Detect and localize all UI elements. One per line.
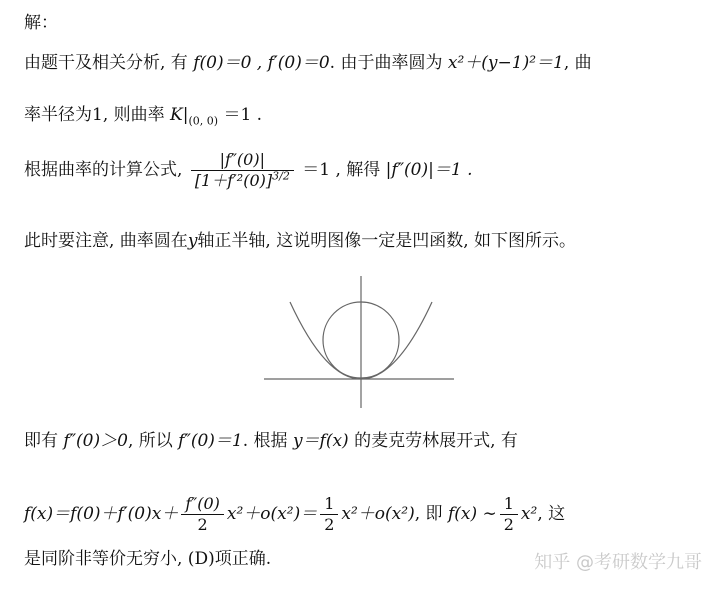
p5-formula-b: f″(0)＞0 [63, 431, 128, 451]
p6-taylor-a: f(x)＝f(0)＋f′(0)x＋ [24, 504, 179, 524]
p5-text-c: , 所以 [127, 431, 173, 451]
p5-formula-f: y＝f(x) [292, 431, 349, 451]
paragraph-3 [24, 150, 472, 191]
paragraph-4 [24, 230, 576, 252]
p6-text-d: , 即 [414, 504, 443, 524]
p6-taylor-b: x²＋o(x²)＝ [226, 504, 318, 524]
p5-formula-d: f″(0)＝1 [178, 431, 243, 451]
curvature-numerator: |f″(0)| [191, 150, 294, 171]
p6-fraction-2-den: 2 [324, 515, 335, 534]
p6-fraction-2-num: 1 [320, 494, 338, 515]
p1-formula-circle: x²＋(y−1)²＝1 [447, 53, 564, 73]
p2-bar: | [182, 105, 189, 125]
p5-text-e: . 根据 [242, 431, 288, 451]
p5-text-g: 的麦克劳林展开式, 有 [354, 431, 518, 451]
paragraph-7 [24, 548, 271, 570]
p2-subscript: (0, 0) [188, 114, 219, 128]
p6-fraction-3 [500, 494, 518, 535]
paragraph-2 [24, 104, 262, 126]
curvature-fraction [191, 150, 294, 191]
p6-x-squared: x² [520, 504, 538, 524]
paragraph-1 [24, 52, 592, 74]
p1-text-c: . 由于曲率圆为 [329, 53, 443, 73]
p6-equiv: f(x) ∼ [447, 504, 497, 524]
p3-text-a: 根据曲率的计算公式, [24, 160, 183, 180]
paragraph-6 [24, 494, 565, 535]
curvature-exponent: 3/2 [272, 169, 290, 183]
p6-fraction-1-den: 2 [197, 515, 208, 534]
p2-curvature-symbol: K [170, 105, 183, 125]
p6-text-h: , 这 [537, 504, 566, 524]
p2-text-a: 率半径为1, 则曲率 [24, 105, 165, 125]
solution-label: 解： [24, 13, 58, 33]
p1-text-a: 由题干及相关分析, 有 [24, 53, 188, 73]
p6-fraction-2 [320, 494, 338, 535]
p1-formula-derivatives: f(0)＝0 , f′(0)＝0 [193, 53, 330, 73]
p6-fraction-3-num: 1 [500, 494, 518, 515]
p2-text-d: ＝1 . [223, 105, 263, 125]
zhihu-watermark: 知乎 @考研数学九哥 [534, 552, 702, 573]
p6-fraction-1 [181, 494, 224, 535]
p4-axis-symbol: y [187, 231, 198, 251]
p6-taylor-c: x²＋o(x²) [341, 504, 415, 524]
p4-text-c: 轴正半轴, 这说明图像一定是凹函数, 如下图所示。 [197, 231, 577, 251]
p6-fraction-3-den: 2 [503, 515, 514, 534]
curvature-denominator [191, 171, 294, 191]
curvature-circle-figure [250, 268, 460, 408]
p7-text-a: 是同阶非等价无穷小, (D)项正确. [24, 549, 272, 569]
p4-text-a: 此时要注意, 曲率圆在 [24, 231, 188, 251]
p6-fraction-1-num: f″(0) [181, 494, 224, 515]
p3-text-b: ＝1 , 解得 [302, 160, 381, 180]
curvature-denominator-base: [1＋f′²(0)] [194, 171, 273, 190]
p1-text-e: , 曲 [563, 53, 592, 73]
paragraph-5 [24, 430, 518, 452]
p5-text-a: 即有 [24, 431, 58, 451]
p3-result: |f″(0)|＝1 . [385, 160, 473, 180]
